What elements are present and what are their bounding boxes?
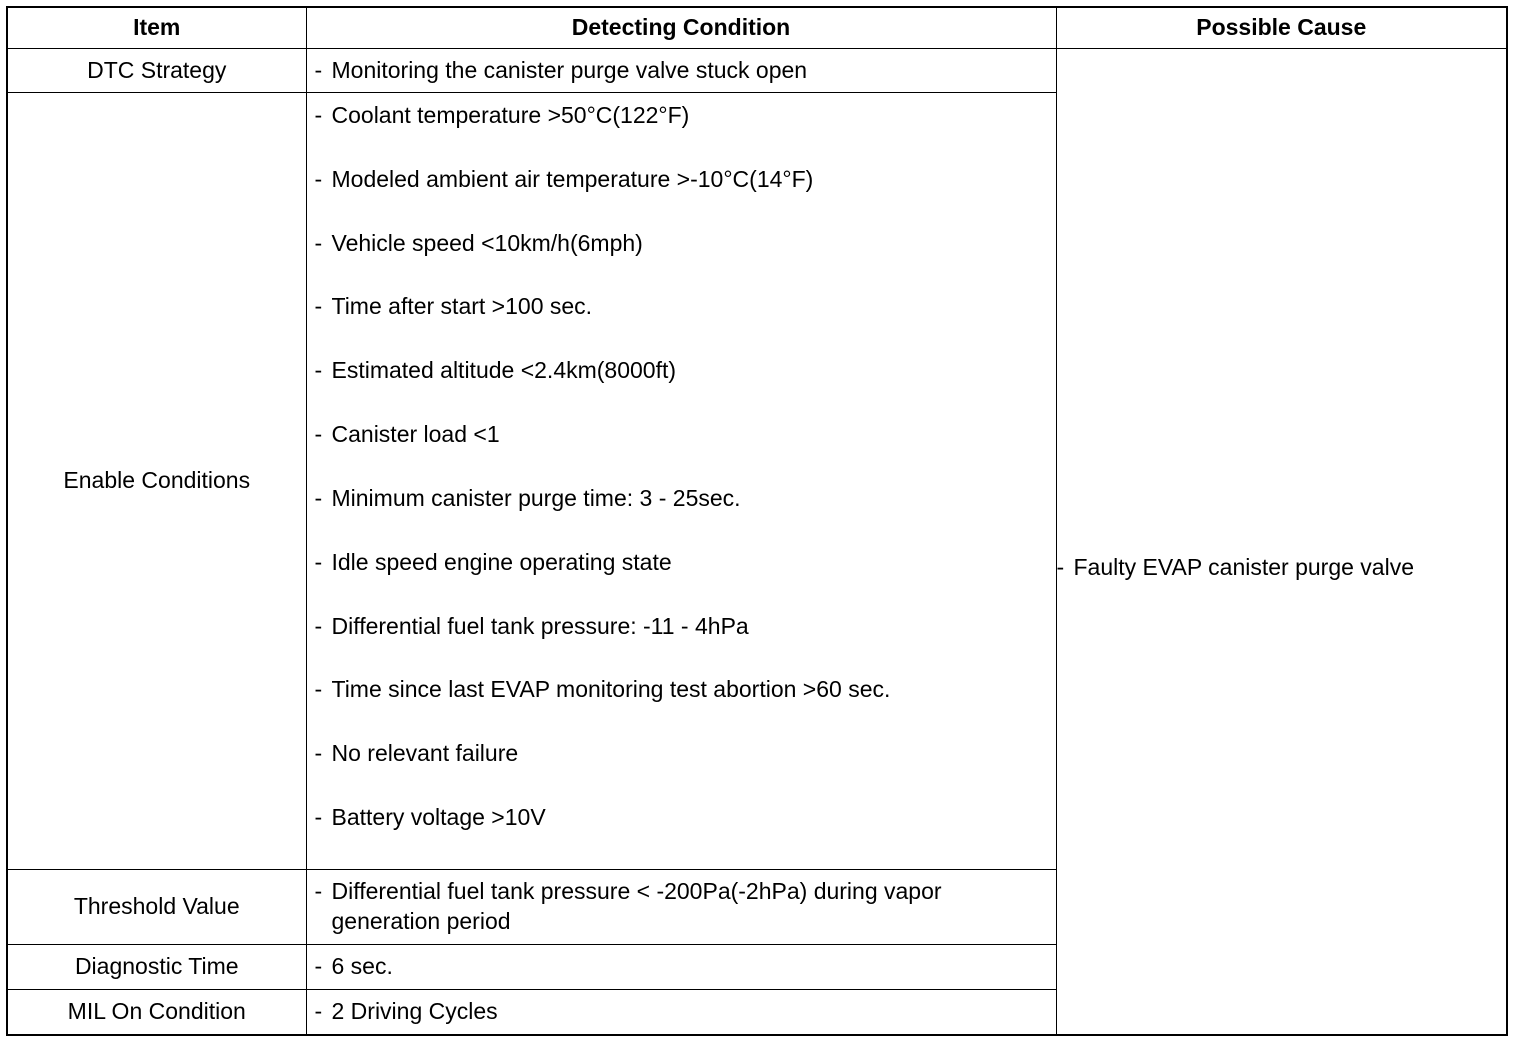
list-item xyxy=(307,612,1056,642)
list-item xyxy=(307,165,1056,195)
header-item: Item xyxy=(8,8,306,49)
condition-text: Time since last EVAP monitoring test abortion >60 sec. xyxy=(331,676,891,703)
list-item xyxy=(307,548,1056,578)
condition-text: Time after start >100 sec. xyxy=(331,293,593,320)
condition-line xyxy=(307,877,1056,937)
condition-cell xyxy=(306,990,1056,1035)
list-item xyxy=(307,803,1056,833)
condition-text: Estimated altitude <2.4km(8000ft) xyxy=(331,357,677,384)
condition-line xyxy=(307,56,1056,86)
dash-marker: - xyxy=(314,102,323,128)
item-mil-on-condition: MIL On Condition xyxy=(8,990,306,1035)
dash-marker: - xyxy=(314,548,323,575)
list-item xyxy=(307,229,1056,259)
dash-marker: - xyxy=(314,740,323,767)
item-dtc-strategy: DTC Strategy xyxy=(8,49,306,93)
dtc-spec-table xyxy=(8,8,1506,1035)
enable-conditions-list xyxy=(307,93,1056,839)
dash-marker: - xyxy=(1056,553,1065,580)
dash-marker: - xyxy=(314,953,323,980)
item-threshold-value: Threshold Value xyxy=(8,870,306,945)
dash-marker: - xyxy=(314,676,323,703)
list-item xyxy=(307,484,1056,514)
dash-marker: - xyxy=(314,56,323,83)
item-enable-conditions: Enable Conditions xyxy=(8,93,306,870)
condition-cell xyxy=(306,93,1056,870)
dash-marker: - xyxy=(314,998,323,1025)
condition-text: Idle speed engine operating state xyxy=(331,548,672,575)
dash-marker: - xyxy=(314,878,323,905)
condition-text: Battery voltage >10V xyxy=(331,804,546,831)
list-item xyxy=(307,101,1056,131)
condition-text: Canister load <1 xyxy=(331,421,500,448)
condition-text: 6 sec. xyxy=(331,953,393,980)
list-item xyxy=(307,739,1056,769)
dash-marker: - xyxy=(314,229,323,256)
condition-text: No relevant failure xyxy=(331,740,519,767)
list-item xyxy=(307,356,1056,386)
list-item xyxy=(307,420,1056,450)
list-item xyxy=(307,292,1056,322)
condition-text: Differential fuel tank pressure < -200Pa(-2hPa) during vapor generation period xyxy=(331,878,942,934)
dash-marker: - xyxy=(314,804,323,831)
condition-text: Differential fuel tank pressure: -11 - 4hPa xyxy=(331,612,749,639)
dash-marker: - xyxy=(314,484,323,511)
item-diagnostic-time: Diagnostic Time xyxy=(8,945,306,990)
condition-line xyxy=(307,997,1056,1027)
possible-cause-line xyxy=(1057,553,1507,583)
condition-text: Coolant temperature >50°C(122°F) xyxy=(331,102,690,128)
table-row xyxy=(8,49,1506,93)
dash-marker: - xyxy=(314,357,323,384)
dtc-spec-sheet xyxy=(6,6,1508,1036)
condition-text: Vehicle speed <10km/h(6mph) xyxy=(331,229,643,256)
condition-text: 2 Driving Cycles xyxy=(331,998,498,1025)
condition-cell xyxy=(306,870,1056,945)
dash-marker: - xyxy=(314,293,323,320)
header-detecting-condition: Detecting Condition xyxy=(306,8,1056,49)
condition-cell xyxy=(306,49,1056,93)
dash-marker: - xyxy=(314,165,323,192)
condition-text: Minimum canister purge time: 3 - 25sec. xyxy=(331,484,741,511)
possible-cause-text: Faulty EVAP canister purge valve xyxy=(1073,553,1414,580)
dash-marker: - xyxy=(314,612,323,639)
condition-text: Modeled ambient air temperature >-10°C(14°F) xyxy=(331,165,814,192)
list-item xyxy=(307,675,1056,705)
header-possible-cause: Possible Cause xyxy=(1056,8,1506,49)
condition-text: Monitoring the canister purge valve stuck open xyxy=(331,56,808,83)
table-header-row xyxy=(8,8,1506,49)
possible-cause-cell xyxy=(1056,49,1506,1035)
condition-line xyxy=(307,952,1056,982)
dash-marker: - xyxy=(314,421,323,448)
condition-cell xyxy=(306,945,1056,990)
